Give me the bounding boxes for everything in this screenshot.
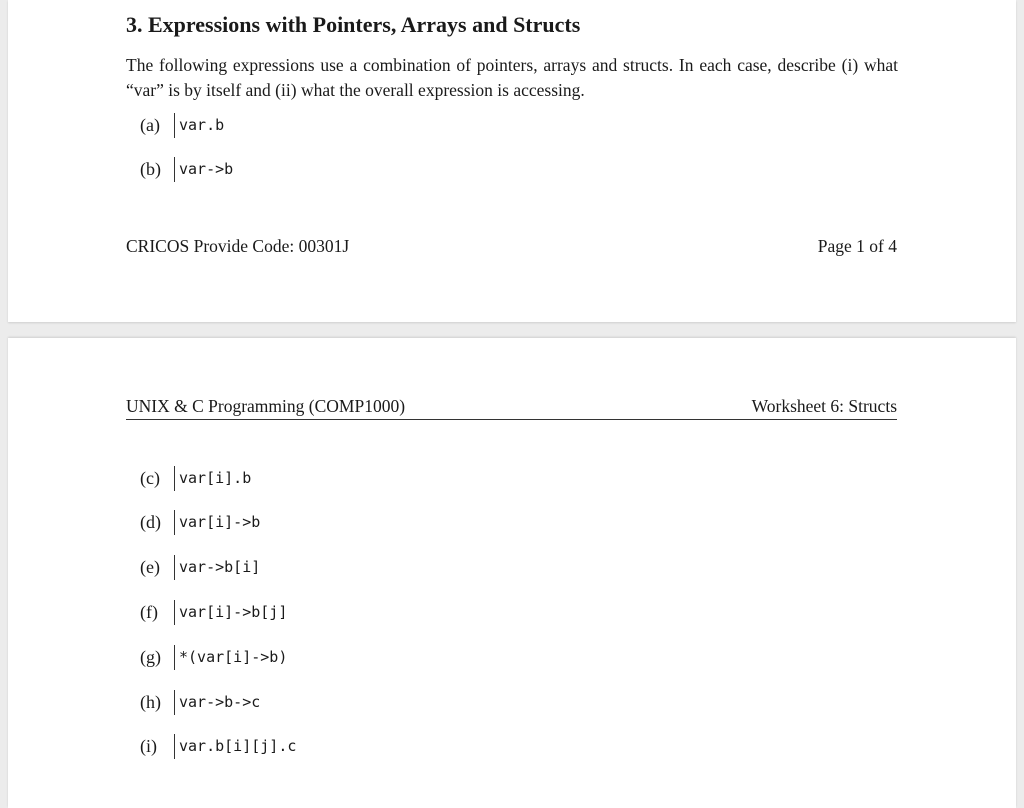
item-label: (a) xyxy=(140,114,160,135)
cricos-code: CRICOS Provide Code: 00301J xyxy=(126,236,350,256)
item-label: (h) xyxy=(140,691,161,712)
margin-bar xyxy=(174,113,175,138)
code-expression: var[i]->b[j] xyxy=(179,603,288,621)
item-label: (g) xyxy=(140,646,161,667)
margin-bar xyxy=(174,510,175,535)
page-1 xyxy=(8,0,1016,322)
item-label: (b) xyxy=(140,158,161,179)
question-item-b xyxy=(140,156,233,182)
margin-bar xyxy=(174,690,175,715)
page-2 xyxy=(8,338,1016,808)
code-expression: var[i]->b xyxy=(179,513,261,531)
code-expression: var->b->c xyxy=(179,693,261,711)
page-number: Page 1 of 4 xyxy=(817,236,897,256)
code-expression: *(var[i]->b) xyxy=(179,648,288,666)
question-item-a xyxy=(140,112,224,138)
margin-bar xyxy=(174,555,175,580)
question-item-f xyxy=(140,599,287,625)
question-item-c xyxy=(140,465,251,491)
question-item-i xyxy=(140,733,296,759)
item-label: (d) xyxy=(140,511,161,532)
question-item-e xyxy=(140,554,260,580)
course-title: UNIX & C Programming (COMP1000) xyxy=(126,396,406,416)
item-label: (i) xyxy=(140,735,157,756)
code-expression: var->b[i] xyxy=(179,558,261,576)
page-header xyxy=(126,396,897,420)
code-expression: var.b[i][j].c xyxy=(179,737,297,755)
margin-bar xyxy=(174,734,175,759)
margin-bar xyxy=(174,600,175,625)
code-expression: var.b xyxy=(179,116,225,134)
worksheet-title: Worksheet 6: Structs xyxy=(751,396,897,416)
item-label: (f) xyxy=(140,601,158,622)
item-label: (c) xyxy=(140,467,160,488)
section-heading: 3. Expressions with Pointers, Arrays and Structs xyxy=(126,12,581,37)
margin-bar xyxy=(174,466,175,491)
margin-bar xyxy=(174,157,175,182)
item-label: (e) xyxy=(140,556,160,577)
question-item-d xyxy=(140,509,260,535)
margin-bar xyxy=(174,645,175,670)
code-expression: var->b xyxy=(179,160,234,178)
instructions-paragraph: The following expressions use a combination of pointers, arrays and structs. In each case, describe (i) what “var” is by itself and (ii) what the overall expression is accessing. xyxy=(126,55,898,100)
question-item-h xyxy=(140,689,260,715)
code-expression: var[i].b xyxy=(179,469,252,487)
question-item-g xyxy=(140,644,287,670)
